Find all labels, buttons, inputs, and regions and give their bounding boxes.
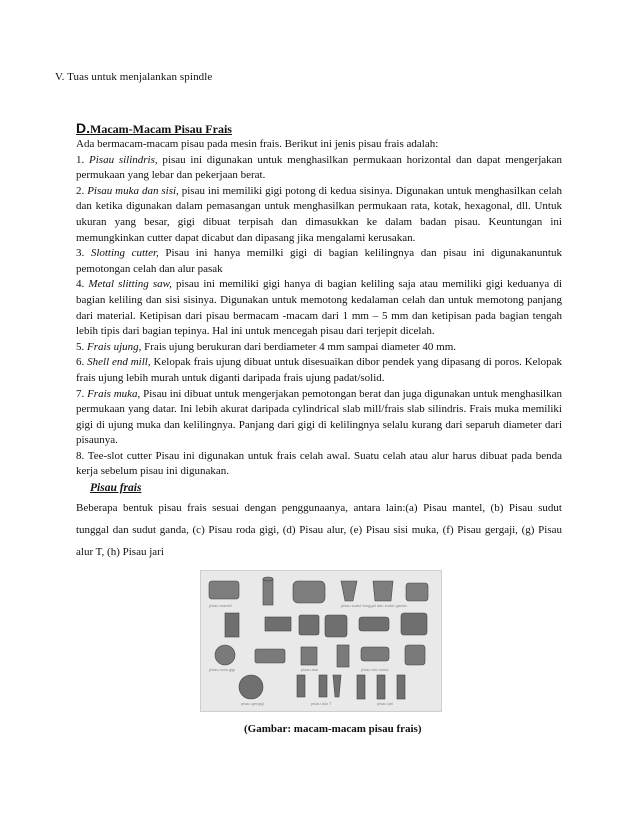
item-term: Slotting cutter, [90, 247, 159, 260]
item-text: Kelopak frais ujung dibuat untuk disesuaikan dibor pendek yang dipasang di poros. Kelopak frais ujung lebih murah untuk diganti daripada frais ujung padat/solid. [76, 356, 562, 384]
item-term: Pisau silindris, [89, 153, 158, 166]
item-term: Shell end mill, [87, 356, 151, 369]
spindle-lever-line: V. Tuas untuk menjalankan spindle [55, 71, 213, 83]
figure-caption: (Gambar: macam-macam pisau frais) [244, 723, 422, 735]
item-term: Frais muka [87, 387, 138, 400]
item-term: Pisau muka dan sisi, [87, 184, 179, 197]
item-number: 3. [76, 247, 91, 260]
item-term: Frais ujung [87, 340, 139, 353]
list-item [76, 355, 562, 386]
item-text: , Frais ujung berukuran dari berdiameter 4 mm sampai diameter 40 mm. [138, 340, 457, 353]
item-text: , Pisau ini dibuat untuk mengerjakan pemotongan berat dan juga digunakan untuk menghasilkan permukaan yang datar. Ini lebih akurat daripada cylindrical slab mill/frais slab silindris. Frais muka memiliki gigi di ujung muka dan kelilingnya. Panjang dari gigi di kelilingnya selalu kurang dari separuh diameter dari pisaunya. [76, 387, 562, 447]
body-text [76, 137, 562, 480]
figure-label: pisau mantel [209, 603, 232, 608]
list-item [76, 449, 562, 480]
item-text: Pisau ini hanya memilki gigi di bagian kelilingnya dan pisau ini digunakanuntuk pemotongan celah dan alur pasak [76, 247, 562, 275]
section-heading [76, 120, 232, 137]
item-number: 8. [76, 449, 88, 462]
section-letter: D. [76, 120, 90, 136]
figure-label: pisau sudut tunggal dan sudut ganda [341, 603, 407, 608]
figure-label: pisau jari [377, 701, 394, 706]
item-text: pisau ini memiliki gigi hanya di bagian keliling saja atau memiliki gigi keduanya di bagian keliling dan sisi sisinya. Digunakan untuk memotong kedalaman celah dan untuk memotong panjang dari material. Ketipisan dari pisau bermacam -macam dari 1 mm – 5 mm dan ketipisan pada bagian tengah lebih tipis dari bagian tepinya. Hal ini untuk mencegah pisau dari terjepit dicelah. [76, 278, 562, 338]
item-number: 2. [76, 184, 88, 197]
list-item [76, 340, 562, 356]
item-number: 6. [76, 356, 88, 369]
figure-label: pisau alur [301, 667, 319, 672]
list-item [76, 387, 562, 449]
section-title: Macam-Macam Pisau Frais [90, 122, 232, 136]
item-term: Metal slitting saw, [88, 278, 172, 291]
subheading: Pisau frais [90, 482, 142, 494]
item-number: 5. [76, 340, 87, 353]
list-item [76, 246, 562, 277]
figure-label: pisau gergaji [241, 701, 264, 706]
figure-label: pisau sisi muka [361, 667, 389, 672]
item-number: 4. [76, 278, 89, 291]
item-text: Tee-slot cutter Pisau ini digunakan untuk frais celah awal. Suatu celah atau alur harus dibuat pada benda kerja sebelum pisau ini digunakan. [76, 449, 562, 478]
list-item [76, 277, 562, 339]
figure-label: pisau alur T [311, 701, 332, 706]
item-text: pisau ini digunakan untuk menghasilkan permukaan horizontal dan dapat mengerjakan permukaan yang lebar dan pekerjaan berat. [76, 153, 563, 182]
figure-label: pisau roda gigi [209, 667, 236, 672]
intro-paragraph: Ada bermacam-macam pisau pada mesin frais. Berikut ini jenis pisau frais adalah: [76, 138, 439, 150]
list-item [76, 184, 562, 246]
item-number: 1. [76, 153, 90, 166]
item-number: 7. [76, 387, 88, 400]
cutter-types-paragraph: Beberapa bentuk pisau frais sesuai dengan penggunaanya, antara lain:(a) Pisau mantel, (b) Pisau sudut tunggal dan sudut ganda, (c) Pisau roda gigi, (d) Pisau alur, (e) Pisau sisi muka, (f) Pisau gergaji, (g) Pisau alur T, (h) Pisau jari [76, 502, 562, 558]
list-item [76, 153, 562, 184]
milling-cutters-illustration [201, 571, 441, 711]
item-text: pisau ini memiliki gigi potong di kedua sisinya. Digunakan untuk menghasilkan celah dan ketika digunakan dalam pemasangan untuk menghasilkan permukaan rata, kotak, hexagonal, dll. Untuk ukuran yang besar, gigi dibuat terpisah dan dimasukkan ke dalam badan pisau. Keuntungan ini memungkinkan cutter dapat dicabut dan dipasang jika mengalami kerusakan. [76, 184, 563, 244]
milling-cutters-figure [200, 570, 442, 712]
